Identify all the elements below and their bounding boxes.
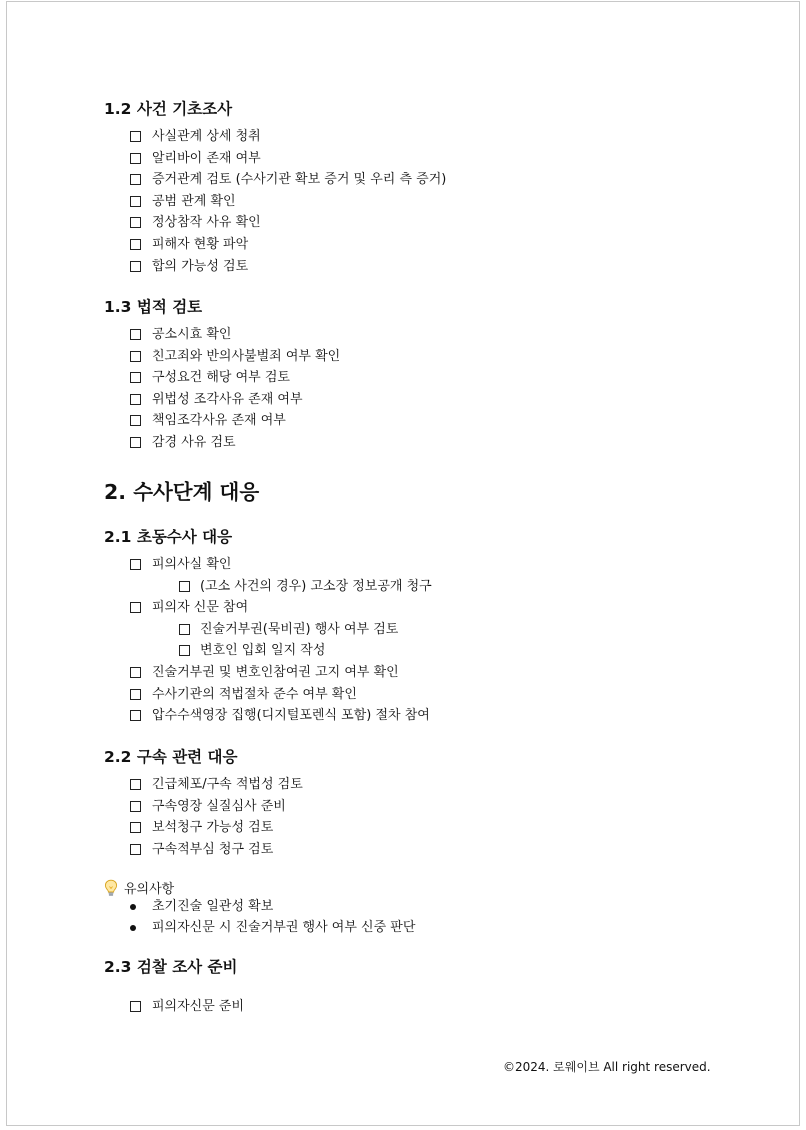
bullet-text: 피의자신문 시 진술거부권 행사 여부 신중 판단 <box>152 919 416 935</box>
checklist-1-2 <box>7 126 799 277</box>
bullet-dot <box>130 904 136 910</box>
checklist-item <box>7 817 799 839</box>
checklist-item-label: 피해자 현황 파악 <box>152 236 249 252</box>
checklist-2-3 <box>7 996 799 1018</box>
checklist-subitem <box>7 576 799 598</box>
checklist-item-label: 보석청구 가능성 검토 <box>152 820 274 836</box>
checkbox[interactable] <box>130 329 141 340</box>
checkbox[interactable] <box>130 822 141 833</box>
section-heading-2-2: 2.2 구속 관련 대응 <box>104 748 238 766</box>
checkbox[interactable] <box>179 581 190 592</box>
checkbox[interactable] <box>130 667 141 678</box>
checkbox[interactable] <box>130 844 141 855</box>
bullet-text: 초기진술 일관성 확보 <box>152 899 274 914</box>
checklist-item-label: 책임조각사유 존재 여부 <box>152 413 286 429</box>
checklist-item-label: 구속영장 실질심사 준비 <box>152 798 286 814</box>
document-page <box>6 1 800 1126</box>
checkbox[interactable] <box>130 261 141 272</box>
checkbox[interactable] <box>179 645 190 656</box>
section-heading-1-3: 1.3 법적 검토 <box>104 298 203 316</box>
checklist-item <box>7 169 799 191</box>
document-content <box>7 2 799 1125</box>
checkbox[interactable] <box>130 415 141 426</box>
checklist-item-label: 구성요건 해당 여부 검토 <box>152 370 290 386</box>
checkbox[interactable] <box>130 196 141 207</box>
checklist-item <box>7 191 799 213</box>
checklist-item <box>7 432 799 454</box>
section-heading-1-2: 1.2 사건 기초조사 <box>104 100 233 118</box>
checklist-item-label: 증거관계 검토 (수사기관 확보 증거 및 우리 측 증거) <box>152 172 447 188</box>
checklist-item <box>7 554 799 576</box>
checklist-item-label: (고소 사건의 경우) 고소장 정보공개 청구 <box>200 578 432 594</box>
checklist-item-label: 정상참작 사유 확인 <box>152 215 261 231</box>
checklist-item-label: 감경 사유 검토 <box>152 434 236 450</box>
checkbox[interactable] <box>130 689 141 700</box>
bullet-dot <box>130 925 136 931</box>
checklist-item <box>7 839 799 861</box>
copyright-footer: ©2024. 로웨이브 All right reserved. <box>503 1060 711 1074</box>
bullet-item <box>7 918 799 939</box>
section-heading-2-3: 2.3 검찰 조사 준비 <box>104 958 238 976</box>
checklist-2-1 <box>7 554 799 727</box>
checklist-subitem <box>7 640 799 662</box>
checklist-1-3 <box>7 324 799 454</box>
checklist-item <box>7 796 799 818</box>
section-heading-2-1: 2.1 초동수사 대응 <box>104 528 233 546</box>
checklist-item-label: 피의자신문 준비 <box>152 999 245 1014</box>
bullet-item <box>7 897 799 918</box>
checklist-subitem <box>7 619 799 641</box>
lightbulb-icon <box>104 879 118 897</box>
checkbox[interactable] <box>130 710 141 721</box>
checkbox[interactable] <box>130 559 141 570</box>
checklist-item <box>7 774 799 796</box>
checklist-item <box>7 346 799 368</box>
checkbox[interactable] <box>130 602 141 613</box>
checklist-item <box>7 410 799 432</box>
checklist-item <box>7 597 799 619</box>
checkbox[interactable] <box>130 372 141 383</box>
checklist-item <box>7 234 799 256</box>
checklist-item-label: 변호인 입회 일지 작성 <box>200 643 326 659</box>
checklist-item-label: 공소시효 확인 <box>152 327 232 342</box>
checklist-item <box>7 148 799 170</box>
checkbox[interactable] <box>130 239 141 250</box>
checklist-item <box>7 389 799 411</box>
checklist-2-2 <box>7 774 799 860</box>
checkbox[interactable] <box>130 1001 141 1012</box>
checkbox[interactable] <box>130 174 141 185</box>
checklist-item <box>7 367 799 389</box>
checklist-item <box>7 996 799 1018</box>
checklist-item-label: 위법성 조각사유 존재 여부 <box>152 391 303 407</box>
checklist-item-label: 긴급체포/구속 적법성 검토 <box>152 777 303 792</box>
checklist-item-label: 사실관계 상세 청취 <box>152 129 261 144</box>
chapter-heading: 2. 수사단계 대응 <box>104 480 260 504</box>
checkbox[interactable] <box>130 217 141 228</box>
checklist-item-label: 피의자 신문 참여 <box>152 600 249 616</box>
checklist-item <box>7 256 799 278</box>
checklist-item <box>7 126 799 148</box>
checklist-item-label: 수사기관의 적법절차 준수 여부 확인 <box>152 686 357 702</box>
checkbox[interactable] <box>179 624 190 635</box>
checkbox[interactable] <box>130 351 141 362</box>
checklist-item-label: 피의사실 확인 <box>152 557 232 572</box>
checklist-item-label: 알리바이 존재 여부 <box>152 150 261 166</box>
checkbox[interactable] <box>130 801 141 812</box>
checklist-item-label: 압수수색영장 집행(디지털포렌식 포함) 절차 참여 <box>152 708 430 724</box>
checklist-item-label: 구속적부심 청구 검토 <box>152 841 274 857</box>
checkbox[interactable] <box>130 153 141 164</box>
checklist-item <box>7 324 799 346</box>
checklist-item <box>7 662 799 684</box>
checklist-item-label: 진술거부권(묵비권) 행사 여부 검토 <box>200 621 399 637</box>
checklist-item-label: 친고죄와 반의사불벌죄 여부 확인 <box>152 348 341 364</box>
checklist-item-label: 합의 가능성 검토 <box>152 258 249 274</box>
checkbox[interactable] <box>130 131 141 142</box>
checkbox[interactable] <box>130 779 141 790</box>
checkbox[interactable] <box>130 437 141 448</box>
checklist-item <box>7 212 799 234</box>
checklist-item-label: 공범 관계 확인 <box>152 193 236 209</box>
checklist-item-label: 진술거부권 및 변호인참여권 고지 여부 확인 <box>152 664 399 680</box>
checklist-item <box>7 684 799 706</box>
note-bullets <box>7 897 799 938</box>
checkbox[interactable] <box>130 394 141 405</box>
checklist-item <box>7 705 799 727</box>
note-title-text: 유의사항 <box>124 882 175 897</box>
